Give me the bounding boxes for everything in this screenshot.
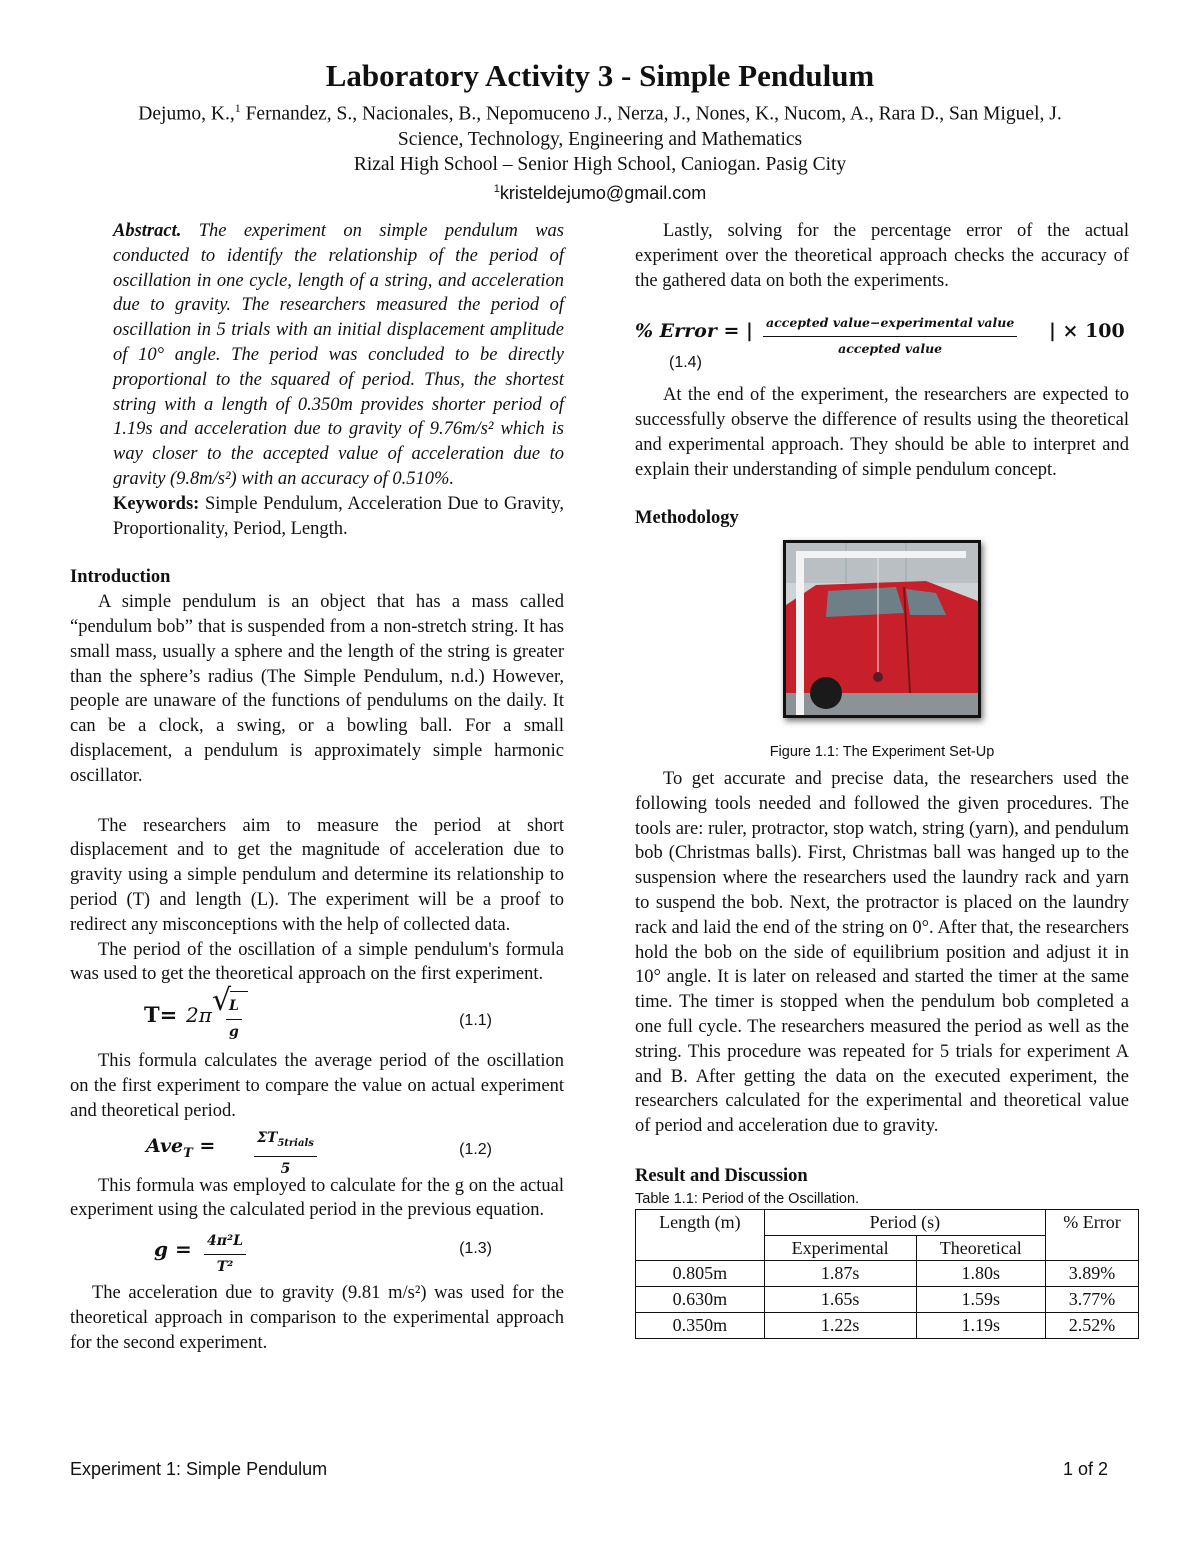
cell-length: 0.350m bbox=[636, 1312, 765, 1338]
intro-paragraph-6: The acceleration due to gravity (9.81 m/s²) was used for the theoretical approach in comparison to the experimental approach for the second experiment. bbox=[70, 1283, 564, 1353]
experiment-setup-photo bbox=[783, 540, 981, 718]
methodology-paragraph: To get accurate and precise data, the researchers used the following tools needed and followed the given procedures. The tools are: ruler, protractor, stop watch, string (yarn), and pendulum bob (Christmas balls). First, Christmas ball was hanged up to the suspension where the researchers used the laundry rack and yarn to suspend the bob. Next, the protractor is placed on the laundry rack and laid the end of the string on 0°. After that, the researchers hold the bob on the side of equilibrium position and adjust it in 10° angle. It is later on released and started the timer at the same time. The timer is stopped when the pendulum bob completed a one full cycle. The researchers measured the period as well as the string. This procedure was repeated for 5 trials for experiment A and B. After getting the data on the executed experiment, the researchers calculated for the experimental and theoretical value of period and acceleration due to gravity. bbox=[635, 768, 1129, 1137]
cell-error: 2.52% bbox=[1045, 1312, 1138, 1338]
header-experimental: Experimental bbox=[764, 1235, 916, 1261]
right-column bbox=[635, 219, 1129, 1339]
footer-title: Experiment 1: Simple Pendulum bbox=[70, 1459, 328, 1479]
cell-length: 0.630m bbox=[636, 1287, 765, 1313]
table-row bbox=[636, 1287, 1139, 1313]
intro-paragraph-5: This formula was employed to calculate for the g on the actual experiment using the calculated period in the previous equation. bbox=[70, 1175, 564, 1221]
figure-1-1 bbox=[635, 540, 1129, 765]
cell-error: 3.77% bbox=[1045, 1287, 1138, 1313]
introduction-heading: Introduction bbox=[70, 567, 171, 588]
intro-paragraph-1: A simple pendulum is an object that has a mass called “pendulum bob” that is suspended from a non-stretch string. It has small mass, usually a sphere and the length of the string is greater than the sphere’s radius (The Simple Pendulum, n.d.) However, people are unaware of the functions of pendulums on the daily. It can be a clock, a swing, or a bowling ball. For a small displacement, a pendulum is approximately simple harmonic oscillator. bbox=[70, 592, 564, 786]
author-block bbox=[0, 96, 1200, 206]
equation-1-3: g = $\frac{\text{4π²L}}{\text{T²}}$ (1.3) bbox=[70, 1223, 564, 1281]
header-length: Length (m) bbox=[636, 1209, 765, 1261]
keywords: Keywords: Simple Pendulum, Acceleration Due to Gravity, Proportionality, Period, Length. bbox=[113, 493, 564, 539]
equation-1-4: % Error = | accepted value−experimental value accepted value | × 100 (1.4) bbox=[635, 309, 1129, 375]
author-list: Dejumo, K.,$^1$ Fernandez, S., Nacionales, B., Nepomuceno J., Nerza, J., Nones, K., Nucom, A., Rara D., San Miguel, J. bbox=[138, 101, 1062, 125]
cell-theoretical: 1.19s bbox=[916, 1312, 1045, 1338]
intro-paragraph-4: This formula calculates the average period of the oscillation on the first experiment to compare the value on actual experiment and theoretical period. bbox=[70, 1051, 564, 1121]
cell-error: 3.89% bbox=[1045, 1261, 1138, 1287]
cell-experimental: 1.22s bbox=[764, 1312, 916, 1338]
right-paragraph-2: At the end of the experiment, the researchers are expected to successfully observe the difference of results using the theoretical and experimental approach. They should be able to interpret and explain their understanding of simple pendulum concept. bbox=[635, 385, 1129, 480]
left-column bbox=[70, 219, 564, 1355]
equation-1-2: Ave$_T$ = $\Sigma T_{5trials}$ 5 (1.2) bbox=[70, 1124, 564, 1174]
paper-title: Laboratory Activity 3 - Simple Pendulum bbox=[325, 58, 875, 93]
table-row bbox=[636, 1261, 1139, 1287]
results-table bbox=[635, 1209, 1139, 1339]
table-caption: Table 1.1: Period of the Oscillation. bbox=[635, 1190, 860, 1207]
table-header-row bbox=[636, 1209, 1139, 1235]
right-paragraph-1: Lastly, solving for the percentage error of the actual experiment over the theoretical approach checks the accuracy of the gathered data on both the experiments. bbox=[635, 221, 1129, 291]
cell-theoretical: 1.59s bbox=[916, 1287, 1045, 1313]
equation-1-1: T= 2π √ $\frac{L}{g}$ (1.1) bbox=[144, 983, 492, 1040]
intro-paragraph-3: The period of the oscillation of a simple pendulum's formula was used to get the theoretical approach on the first experiment. bbox=[70, 939, 564, 985]
email: $^1$kristeldejumo@gmail.com bbox=[493, 182, 707, 203]
header-period: Period (s) bbox=[764, 1209, 1045, 1235]
school: Rizal High School – Senior High School, Caniogan. Pasig City bbox=[353, 153, 847, 175]
cell-experimental: 1.87s bbox=[764, 1261, 916, 1287]
header-theoretical: Theoretical bbox=[916, 1235, 1045, 1261]
setup-photo-drawing bbox=[786, 543, 978, 715]
intro-paragraph-2: The researchers aim to measure the period at short displacement and to get the magnitude of acceleration due to gravity using a simple pendulum and determine its relationship to period (T) and length (L). The experiment will be a proof to redirect any misconceptions with the help of collected data. bbox=[70, 815, 564, 935]
header-error: % Error bbox=[1045, 1209, 1138, 1261]
page-number: 1 of 2 bbox=[1062, 1459, 1108, 1479]
cell-theoretical: 1.80s bbox=[916, 1261, 1045, 1287]
strand: Science, Technology, Engineering and Mathematics bbox=[397, 128, 803, 150]
cell-length: 0.805m bbox=[636, 1261, 765, 1287]
methodology-heading: Methodology bbox=[635, 507, 739, 528]
table-row bbox=[636, 1312, 1139, 1338]
figure-caption: Figure 1.1: The Experiment Set-Up bbox=[769, 744, 995, 761]
results-heading: Result and Discussion bbox=[635, 1165, 808, 1186]
abstract: Abstract. The experiment on simple pendulum was conducted to identify the relationship of the period of oscillation in one cycle, length of a string, and acceleration due to gravity. The researchers measured the period of oscillation in 5 trials with an initial displacement amplitude of 10° angle. The period was concluded to be directly proportional to the squared of period. Thus, the shortest string with a length of 0.350m provides shorter period of 1.19s and acceleration due to gravity of 9.76m/s² which is way closer to the accepted value of acceleration due to gravity (9.8m/s²) with an accuracy of 0.510%. bbox=[113, 221, 564, 489]
cell-experimental: 1.65s bbox=[764, 1287, 916, 1313]
